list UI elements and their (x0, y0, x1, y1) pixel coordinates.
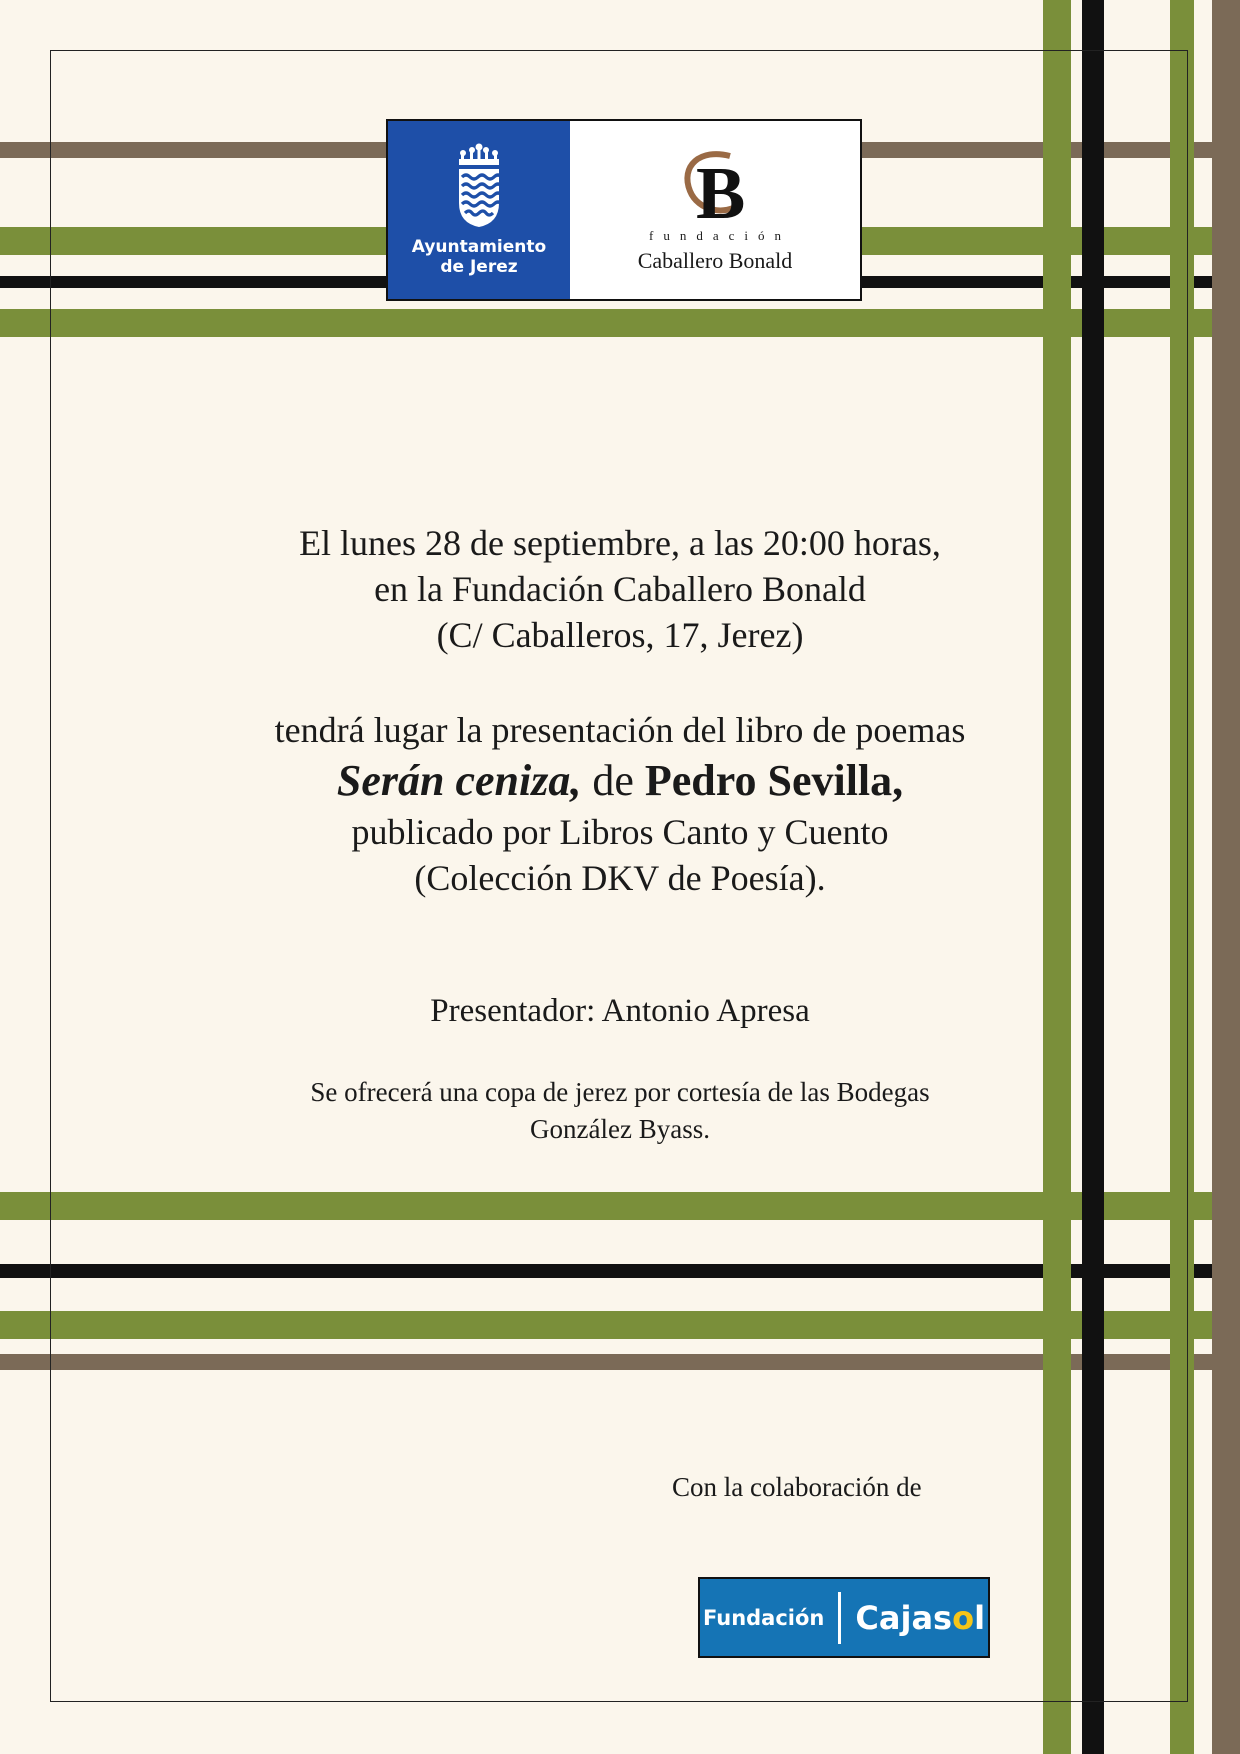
fcb-monogram-icon (670, 146, 760, 226)
fundacion-caballero-bonald-logo (570, 121, 860, 299)
presenter-line: Presentador: Antonio Apresa (430, 993, 810, 1029)
collaboration-label: Con la colaboración de (672, 1472, 922, 1502)
jerez-crest-icon (453, 143, 505, 229)
fcb-logo-name: Caballero Bonald (637, 248, 793, 273)
ayuntamiento-jerez-logo (388, 121, 570, 299)
book-title-line (140, 753, 1100, 809)
fundacion-cajasol-logo (698, 1577, 990, 1658)
book-de: de (592, 756, 634, 805)
event-info (140, 520, 1100, 658)
event-address-line: (C/ Caballeros, 17, Jerez) (436, 615, 804, 655)
note-line-1: Se ofrecerá una copa de jerez por cortesía de las Bodegas (310, 1077, 930, 1107)
svg-text:B: B (696, 153, 746, 226)
event-venue-line: en la Fundación Caballero Bonald (374, 569, 866, 609)
stripe-v-green-2 (1170, 0, 1194, 1754)
publisher-line: publicado por Libros Canto y Cuento (351, 812, 889, 852)
book-info (140, 707, 1100, 901)
cajasol-logo-left: Fundación (702, 1605, 825, 1630)
jerez-logo-line-2: de Jerez (440, 257, 518, 277)
stripe-v-brown (1212, 0, 1240, 1754)
presenter-block (140, 988, 1100, 1034)
cajasol-logo-divider (838, 1592, 841, 1644)
collection-line: (Colección DKV de Poesía). (414, 858, 826, 898)
note-block (140, 1074, 1100, 1148)
fcb-logo-small-text: fundación (649, 228, 791, 243)
jerez-logo-line-1: Ayuntamiento (411, 237, 547, 257)
cajasol-logo-right: Cajasol (855, 1598, 986, 1637)
book-author: Pedro Sevilla, (644, 756, 904, 805)
presentation-line: tendrá lugar la presentación del libro de poemas (274, 710, 966, 750)
event-date-line: El lunes 28 de septiembre, a las 20:00 horas, (299, 523, 941, 563)
book-title: Serán ceniza, (336, 756, 582, 805)
note-line-2: González Byass. (530, 1114, 710, 1144)
header-logos (386, 119, 862, 301)
